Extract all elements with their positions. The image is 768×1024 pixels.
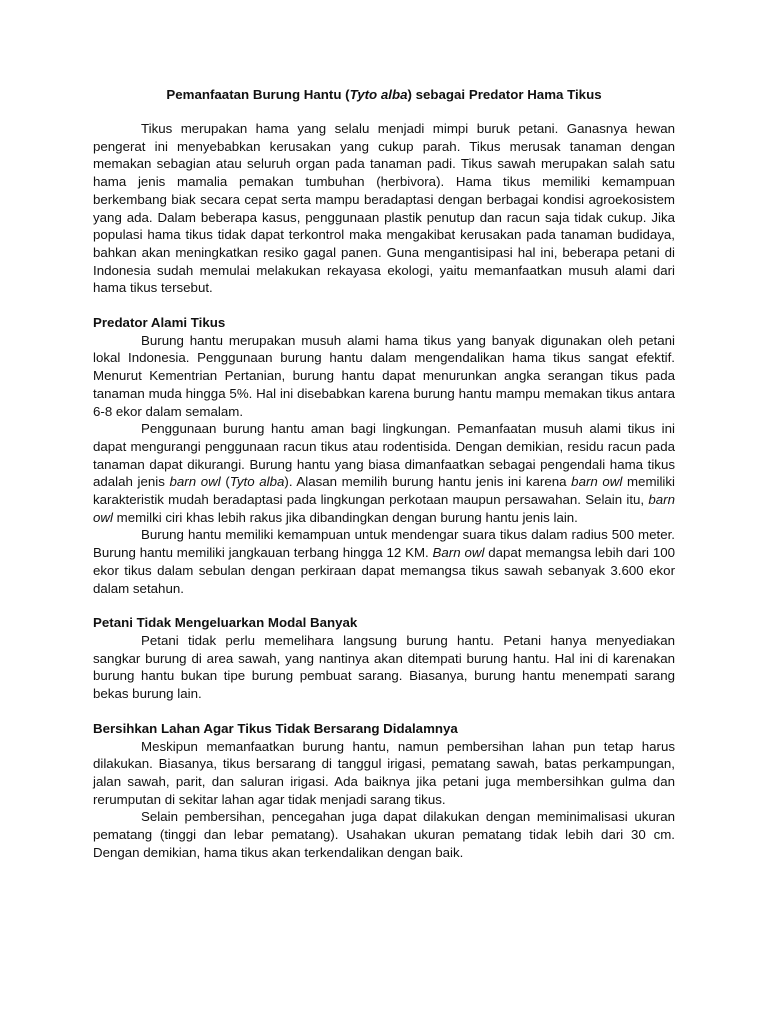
intro-paragraph: Tikus merupakan hama yang selalu menjadi mimpi buruk petani. Ganasnya hewan pengerat ini menyebabkan kerusakan yang cukup parah. Tikus merusak tanaman dengan memakan sebagian atau seluruh organ pada tanaman padi. Tikus sawah merupakan salah satu hama jenis mamalia pemakan tumbuhan (herbivora). Hama tikus memiliki kemampuan berkembang biak secara cepat serta mampu beradaptasi dengan berbagai kondisi agroekosistem yang ada. Dalam beberapa kasus, penggunaan plastik penutup dan racun saja tidak cukup. Jika populasi hama tikus tidak dapat terkontrol maka mengakibat kerusakan pada tanaman budidaya, bahkan akan meningkatkan resiko gagal panen. Guna mengantisipasi hal ini, beberapa petani di Indonesia sudah memulai melakukan rekayasa ekologi, yaitu memanfaatkan musuh alami dari hama tikus tersebut. — [93, 121, 675, 296]
section-heading: Bersihkan Lahan Agar Tikus Tidak Bersarang Didalamnya — [93, 720, 458, 736]
paragraph: Petani tidak perlu memelihara langsung burung hantu. Petani hanya menyediakan sangkar burung di area sawah, yang nantinya akan ditempati burung hantu. Hal ini di karenakan burung hantu bukan tipe burung pembuat sarang. Biasanya, burung hantu menempati sarang bekas burung lain. — [93, 632, 675, 702]
section-heading: Predator Alami Tikus — [93, 315, 226, 331]
paragraph: Meskipun memanfaatkan burung hantu, namun pembersihan lahan pun tetap harus dilakukan. Biasanya, tikus bersarang di tanggul irigasi, pematang sawah, batas perkampungan, jalan sawah, parit, dan saluran irigasi. Ada baiknya jika petani juga membersihkan gulma dan rerumputan di sekitar lahan agar tidak menjadi sarang tikus. — [93, 738, 675, 807]
title-species-name: Tyto alba — [349, 87, 408, 102]
paragraph: Burung hantu merupakan musuh alami hama tikus yang banyak digunakan oleh petani lokal Indonesia. Penggunaan burung hantu dalam mengendalikan hama tikus sangat efektif. Menurut Kementrian Pertanian, burung hantu dapat menurunkan angka serangan tikus pada tanaman muda hingga 5%. Hal ini disebabkan karena burung hantu mampu memakan tikus antara 6-8 ekor dalam semalam. — [93, 332, 675, 419]
section-bersihkan-lahan — [93, 720, 675, 862]
document-title: Pemanfaatan Burung Hantu (Tyto alba) sebagai Predator Hama Tikus — [166, 87, 602, 102]
paragraph: Penggunaan burung hantu aman bagi lingkungan. Pemanfaatan musuh alami tikus ini dapat mengurangi penggunaan racun tikus atau rodentisida. Dengan demikian, residu racun pada tanaman dapat dikurangi. Burung hantu yang biasa dimanfaatkan sebagai pengendali hama tikus adalah jenis barn owl (Tyto alba). Alasan memilih burung hantu jenis ini karena barn owl memiliki karakteristik mudah beradaptasi pada lingkungan perkotaan maupun persawahan. Selain itu, barn owl memilki ciri khas lebih rakus jika dibandingkan dengan burung hantu jenis lain. — [93, 421, 675, 525]
section-petani-modal — [93, 614, 675, 703]
paragraph: Selain pembersihan, pencegahan juga dapat dilakukan dengan meminimalisasi ukuran pematang (tinggi dan lebar pematang). Usahakan ukuran pematang tidak lebih dari 30 cm. Dengan demikian, hama tikus akan terkendalikan dengan baik. — [93, 809, 675, 860]
section-heading: Petani Tidak Mengeluarkan Modal Banyak — [93, 615, 358, 631]
section-predator-alami — [93, 314, 675, 597]
paragraph: Burung hantu memiliki kemampuan untuk mendengar suara tikus dalam radius 500 meter. Burung hantu memiliki jangkauan terbang hingga 12 KM. Barn owl dapat memangsa lebih dari 100 ekor tikus dalam sebulan dengan perkiraan dapat memangsa tikus sawah sebanyak 3.600 ekor dalam setahun. — [93, 527, 675, 596]
